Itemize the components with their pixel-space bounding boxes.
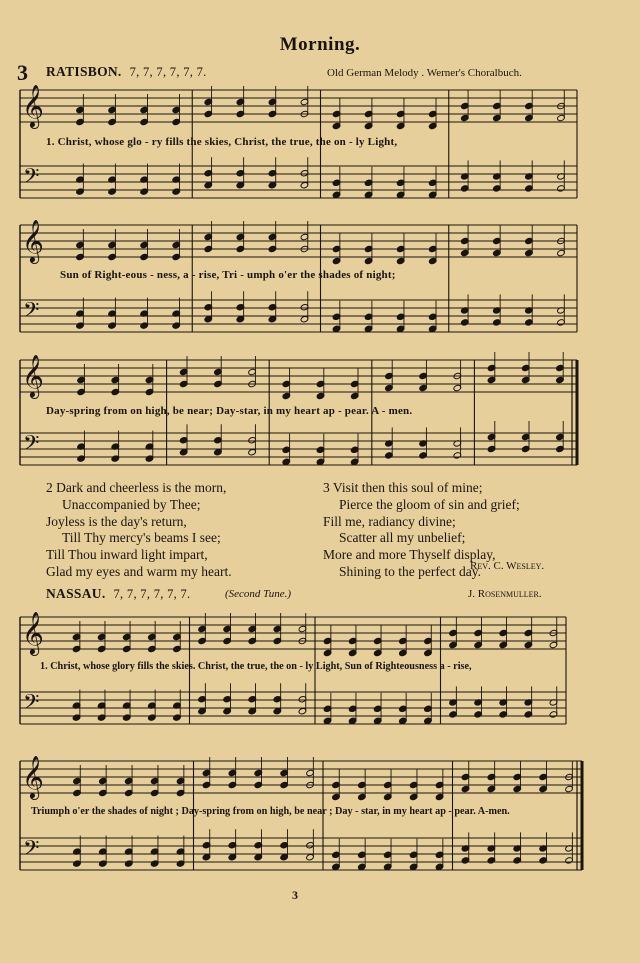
bass-clef: 𝄢	[23, 835, 40, 866]
lyric-line-1: 1. Christ, whose glo - ry fills the skies, Christ, the true, the on - ly Light,	[46, 136, 398, 148]
verse-2	[46, 480, 232, 581]
verse-line: Unaccompanied by Thee;	[62, 496, 201, 512]
treble-clef: 𝄞	[22, 84, 44, 127]
bass-clef: 𝄢	[23, 430, 40, 461]
treble-clef: 𝄞	[22, 755, 44, 798]
tune-name-nassau	[46, 586, 190, 602]
verse-line: Shining to the perfect day.	[339, 563, 481, 579]
tune-name: RATISBON.	[46, 64, 122, 79]
verse-line: Till Thou inward light impart,	[46, 547, 208, 563]
verse-line: Pierce the gloom of sin and grief;	[339, 496, 520, 512]
author-credit: Rev. C. Wesley.	[470, 560, 545, 572]
verse-line: 3 Visit then this soul of mine;	[323, 480, 483, 495]
treble-clef: 𝄞	[22, 219, 44, 262]
lyric-line-2: Sun of Right-eous - ness, a - rise, Tri - umph o'er the shades of night;	[60, 269, 396, 281]
page-number: 3	[292, 888, 298, 902]
verse-line: Joyless is the day's return,	[46, 513, 187, 529]
tune-name: NASSAU.	[46, 586, 106, 601]
hymn-number: 3	[17, 60, 28, 85]
verse-line: Fill me, radiancy divine;	[323, 513, 456, 529]
section-title: Morning.	[279, 34, 361, 55]
verse-line: Glad my eyes and warm my heart.	[46, 563, 232, 579]
bass-clef: 𝄢	[23, 163, 40, 194]
treble-clef: 𝄞	[22, 354, 44, 397]
tune-meter: 7, 7, 7, 7, 7, 7.	[129, 65, 207, 79]
tune-subtitle: (Second Tune.)	[225, 588, 291, 600]
verse-line: More and more Thyself display,	[323, 547, 496, 563]
lyric-line-1: 1. Christ, whose glory fills the skies. Christ, the true, the on - ly Light, Sun of Righteousness a - rise,	[40, 661, 472, 672]
composer-credit: J. Rosenmuller.	[468, 588, 542, 600]
bass-clef: 𝄢	[23, 689, 40, 720]
treble-clef: 𝄞	[22, 611, 44, 654]
bass-clef: 𝄢	[23, 297, 40, 328]
tune-meter: 7, 7, 7, 7, 7, 7.	[113, 587, 191, 601]
composer-credit: Old German Melody . Werner's Choralbuch.	[327, 67, 522, 79]
verse-line: Till Thy mercy's beams I see;	[62, 530, 221, 546]
verse-line: Scatter all my unbelief;	[339, 530, 466, 546]
verse-line: 2 Dark and cheerless is the morn,	[46, 480, 227, 495]
lyric-line-3: Day-spring from on high, be near; Day-star, in my heart ap - pear. A - men.	[46, 405, 413, 417]
lyric-line-2: Triumph o'er the shades of night ; Day-spring from on high, be near ; Day - star, in my heart ap - pear. A-men.	[31, 806, 510, 817]
